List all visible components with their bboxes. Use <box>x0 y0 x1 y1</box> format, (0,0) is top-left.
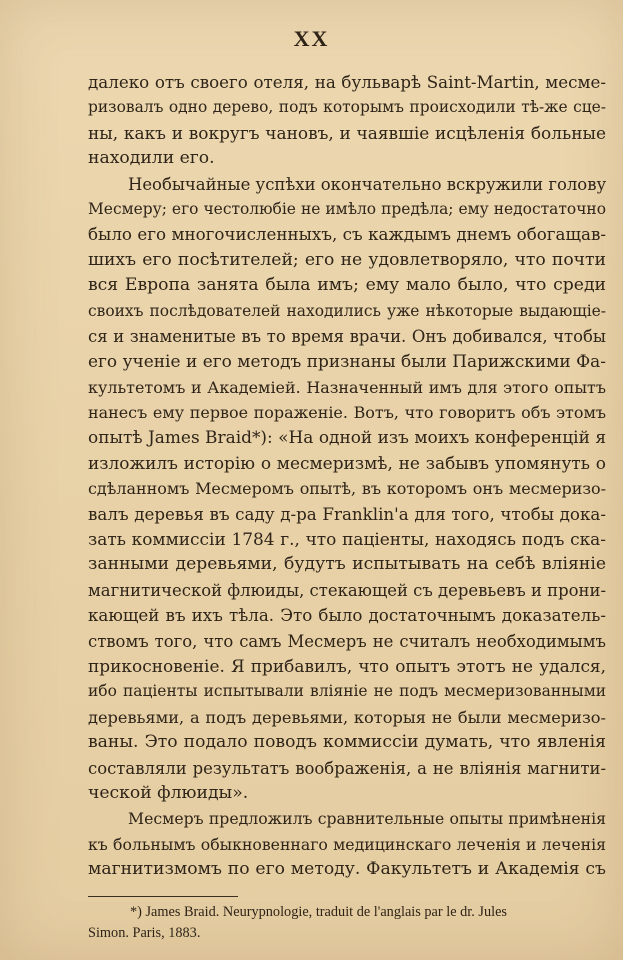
text-line: валъ деревья въ саду д-ра Franklin'а для того, чтобы дока- <box>88 503 606 524</box>
text-line: магнитической флюиды, стекающей съ деревьевъ и прони- <box>88 580 606 600</box>
page-number: XX <box>293 26 330 51</box>
paragraph-2 <box>88 172 606 807</box>
text-line: опытѣ James Braid*): «На одной изъ моихъ конференцій я <box>88 427 606 448</box>
text-line: магнитизмомъ по его методу. Факультетъ и Академія съ <box>88 859 606 880</box>
text-line: ризовалъ одно дерево, подъ которымъ происходили тѣ-же сце- <box>88 98 606 117</box>
text-line: изложилъ исторію о месмеризмѣ, не забывъ упомянуть о <box>88 452 606 473</box>
paragraph-3 <box>88 806 606 882</box>
text-line: нанесъ ему первое пораженіе. Вотъ, что говоритъ объ этомъ <box>88 403 606 423</box>
text-line: шихъ его посѣтителей; его не удовлетворяло, что почти <box>88 249 606 270</box>
footnote-line: *) James Braid. Neurypnologie, traduit de l'anglais par le dr. Jules <box>130 904 507 920</box>
footnote-divider <box>88 896 238 897</box>
text-line: занными деревьями, будутъ испытывать на себѣ вліяніе <box>88 554 606 575</box>
text-line: культетомъ и Академіей. Назначенный имъ для этого опытъ <box>88 377 606 397</box>
text-line: Необычайные успѣхи окончательно вскружили голову <box>128 174 606 194</box>
text-line: зать коммиссіи 1784 г., что паціенты, находясь подъ ска- <box>88 529 606 550</box>
text-line: Месмеру; его честолюбіе не имѣло предѣла; ему недостаточно <box>88 199 606 218</box>
footnote <box>88 902 606 944</box>
text-line: прикосновеніе. Я прибавилъ, что опытъ этотъ не удался, <box>88 655 606 676</box>
text-line: вся Европа занята была имъ; ему мало было, что среди <box>88 275 606 296</box>
text-line: ны, какъ и вокругъ чановъ, и чаявшіе исцѣленія больные <box>88 122 606 143</box>
text-line: Месмеръ предложилъ сравнительные опыты примѣненія <box>128 809 606 829</box>
text-line: ибо паціенты испытывали вліяніе не подъ месмеризованными <box>88 682 606 701</box>
text-line: его ученіе и его методъ признаны были Парижскими Фа- <box>88 351 606 372</box>
text-line: составляли результатъ воображенія, а не вліянія магнити- <box>88 758 606 778</box>
text-line: деревьями, а подъ деревьями, которыя не были месмеризо- <box>88 707 606 727</box>
main-text <box>88 70 606 883</box>
footnote-line: Simon. Paris, 1883. <box>88 925 201 941</box>
text-line: ствомъ того, что самъ Месмеръ не считалъ необходимымъ <box>88 631 606 651</box>
paragraph-1 <box>88 70 606 172</box>
text-line: было его многочисленныхъ, съ каждымъ днемъ обогащав- <box>88 224 606 245</box>
text-line: кающей въ ихъ тѣла. Это было достаточнымъ доказатель- <box>88 605 606 626</box>
text-line: ваны. Это подало поводъ коммиссіи думать, что явленія <box>88 732 606 753</box>
text-line: сдѣланномъ Месмеромъ опытѣ, въ которомъ онъ месмеризо- <box>88 479 606 499</box>
text-line: своихъ послѣдователей находились уже нѣкоторые выдающіе- <box>88 301 606 320</box>
text-line: ческой флюиды». <box>88 782 249 803</box>
text-line: далеко отъ своего отеля, на бульварѣ Saint-Martin, месме- <box>88 72 606 92</box>
text-line: находили его. <box>88 148 215 169</box>
text-line: къ больнымъ обыкновеннаго медицинскаго леченія и леченія <box>88 834 606 854</box>
text-line: ся и знаменитые въ то время врачи. Онъ добивался, чтобы <box>88 326 606 346</box>
